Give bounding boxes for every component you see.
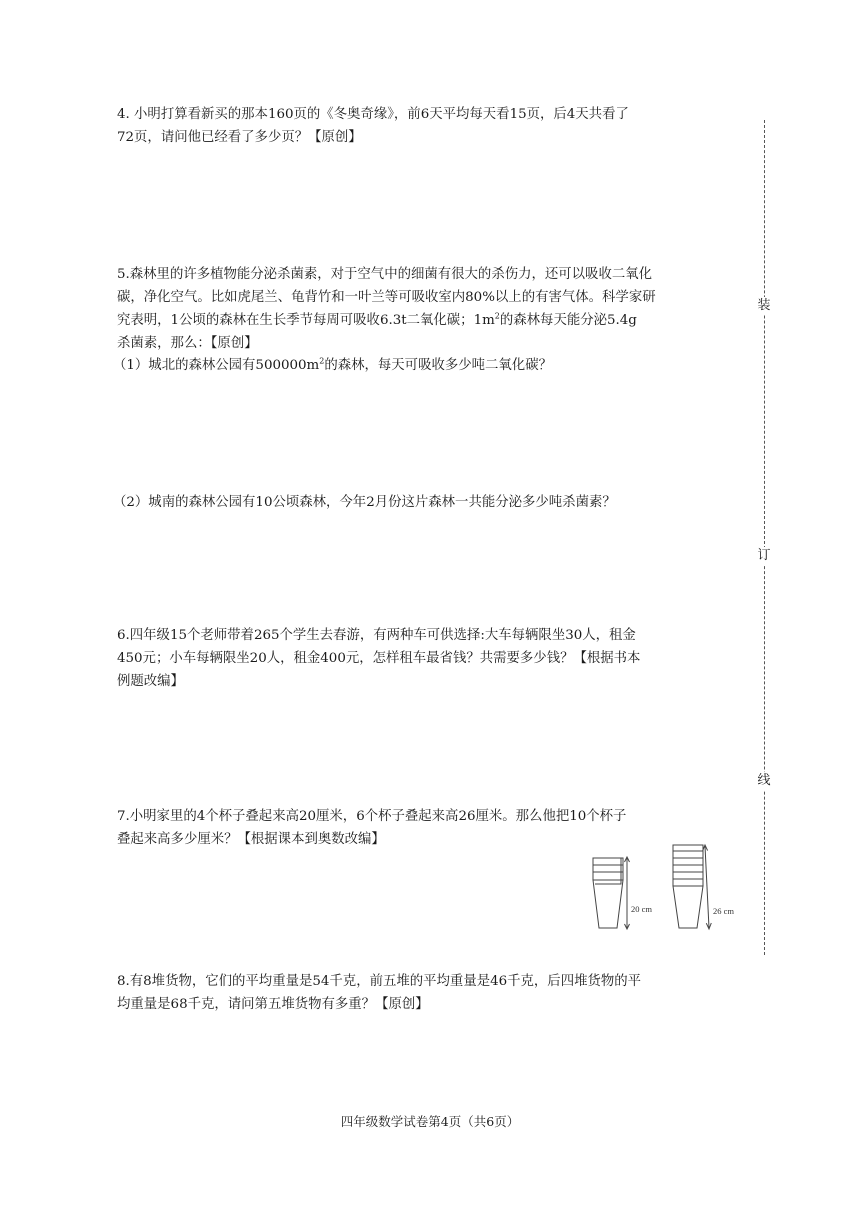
cup-right-rim-1 [673,879,703,886]
question-6-line-2: 450元；小车每辆限坐20人，租金400元，怎样租车最省钱？共需要多少钱？【根据书本 [117,651,641,666]
question-8-line-2: 均重量是68千克，请问第五堆货物有多重？【原创】 [117,997,429,1012]
question-7-line-1: 7.小明家里的4个杯子叠起来高20厘米，6个杯子叠起来高26厘米。那么他把10个杯子 [117,809,627,824]
binding-char-zhuang: 装 [754,297,774,315]
question-6-line-1: 6.四年级15个老师带着265个学生去春游，有两种车可供选择:大车每辆限坐30人，租金 [117,628,636,643]
stacked-cups-figure [585,842,745,938]
question-7-line-2: 叠起来高多少厘米？【根据课本到奥数改编】 [117,832,385,847]
cup-right-body [673,886,703,928]
question-5-line-3 [117,309,737,332]
cup-left-body [593,880,623,928]
question-8 [117,970,737,1016]
cup-right-rim-6 [673,845,703,851]
cups-label-left: 20 cm [631,904,653,914]
stacked-cups-svg [585,842,745,934]
cup-left-rim-3 [593,858,623,865]
cup-left-rim-1 [593,872,623,880]
question-4-line-2: 72页，请问他已经看了多少页？【原创】 [117,130,362,145]
cup-left-rim-2 [593,865,623,872]
binding-dashed-line [764,120,765,955]
binding-char-xian: 线 [754,772,774,790]
question-5 [117,263,737,355]
superscript-2: 2 [494,311,500,321]
question-5-line-2: 碳，净化空气。比如虎尾兰、龟背竹和一叶兰等可吸收室内80%以上的有害气体。科学家研 [117,290,656,305]
question-5-line-3-b: 的森林每天能分泌5.4g [499,313,637,328]
question-6 [117,624,737,693]
question-5-line-1: 5.森林里的许多植物能分泌杀菌素，对于空气中的细菌有很大的杀伤力，还可以吸收二氧化 [117,267,653,282]
question-5-line-3-a: 究表明，1公顷的森林在生长季节每周可吸收6.3t二氧化碳；1m [117,313,495,328]
cup-right-rim-4 [673,858,703,865]
question-5-line-4: 杀菌素，那么：【原创】 [117,336,258,351]
cups-label-right: 26 cm [713,906,735,916]
question-4 [117,103,737,149]
binding-char-ding: 订 [754,547,774,565]
cup-right-rim-5 [673,851,703,858]
superscript-2: 2 [319,356,325,366]
page-footer: 四年级数学试卷第4页（共6页） [340,1114,520,1129]
cup-right-rim-3 [673,865,703,872]
question-5-sub-1-a: （1）城北的森林公园有500000m [113,358,320,373]
question-6-line-3: 例题改编】 [117,674,184,689]
question-5-sub-1 [113,354,743,377]
question-4-line-1: 4. 小明打算看新买的那本160页的《冬奥奇缘》，前6天平均每天看15页，后4天共看了 [117,107,629,122]
cup-right-rim-2 [673,872,703,879]
question-8-line-1: 8.有8堆货物，它们的平均重量是54千克，前五堆的平均重量是46千克，后四堆货物的平 [117,974,642,989]
question-5-sub-1-b: 的森林，每天可吸收多少吨二氧化碳？ [324,358,552,373]
question-5-sub-2: （2）城南的森林公园有10公顷森林，今年2月份这片森林一共能分泌多少吨杀菌素？ [113,495,616,510]
